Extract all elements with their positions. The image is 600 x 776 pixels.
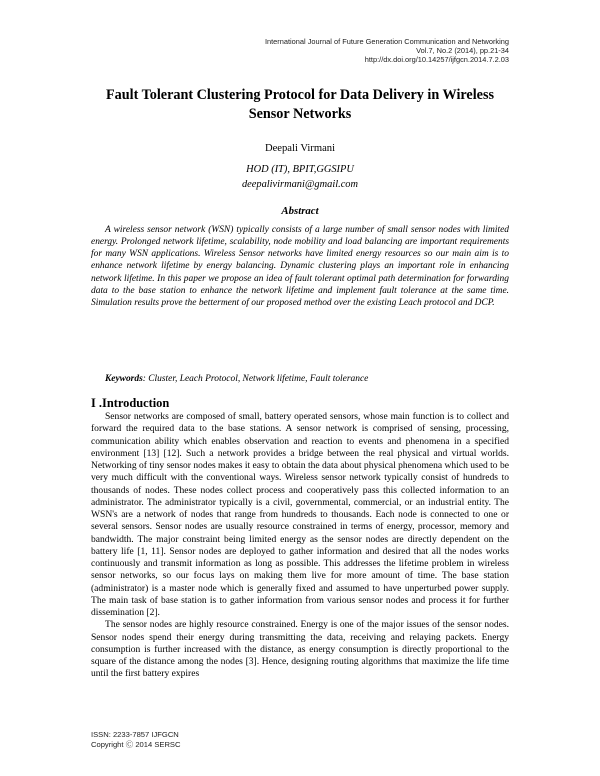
section-heading-introduction: I .Introduction <box>91 396 170 410</box>
footer-copyright: Copyright Ⓒ 2014 SERSC <box>91 739 181 749</box>
body-paragraph: Sensor networks are composed of small, battery operated sensors, whose main function is to collect and forward the required data to the base stations. A sensor network is comprised of sensing, processing, communication ability which enables observation and reaction to events and phenomena in a specified environment [13] [12]. Such a network provides a bridge between the real physical and virtual worlds. Networking of tiny sensor nodes makes it easy to obtain the data about physical phenomena which used to be very much difficult with the conventional ways. Wireless sensor network typically consist of hundreds to thousands of nodes. These nodes collect process and cooperatively pass this collected information to an administrator. The administrator typically is a civil, governmental, commercial, or an industrial entity. The WSN's are a network of nodes that range from hundreds to thousands. Each node is connected to one or several sensors. Sensor nodes are usually resource constrained in terms of energy, processor, memory and bandwidth. The major constraint being limited energy as the sensor nodes are directly dependent on the battery life [1, 11]. Sensor nodes are deployed to gather information and desired that all the nodes works continuously and transmit information as long as possible. This addresses the lifetime problem in wireless sensor networks, so our focus lays on making them live for more amount of time. The base station (administrator) is a master node which is generally fixed and assumed to have unperturbed power supply. The main task of base station is to gather information from various sensor nodes and process it for further dissemination [2]. <box>91 411 509 618</box>
keywords-label: Keywords <box>105 374 143 384</box>
author-affiliation: HOD (IT), BPIT,GGSIPU <box>246 164 354 175</box>
journal-volume: Vol.7, No.2 (2014), pp.21-34 <box>416 46 509 56</box>
footer-issn: ISSN: 2233-7857 IJFGCN <box>91 730 179 739</box>
journal-doi[interactable]: http://dx.doi.org/10.14257/ijfgcn.2014.7.2.03 <box>364 55 509 65</box>
paper-title: Fault Tolerant Clustering Protocol for Data Delivery in Wireless Sensor Networks <box>105 87 495 122</box>
keywords-line <box>105 374 505 384</box>
abstract-text: A wireless sensor network (WSN) typically consists of a large number of small sensor nodes with limited energy. Prolonged network lifetime, scalability, node mobility and load balancing are important requirements for many WSN applications. Wireless Sensor networks have limited energy resources so our main aim is to enhance network lifetime by energy balancing. Dynamic clustering plays an important role in enhancing network lifetime. In this paper we propose an idea of fault tolerant optimal path determination for forwarding data to the base station to enhance the network lifetime and implement fault tolerance at the same time. Simulation results prove the betterment of our proposed method over the existing Leach protocol and DCP. <box>91 225 509 308</box>
author-name: Deepali Virmani <box>264 143 336 154</box>
journal-name: International Journal of Future Generation Communication and Networking <box>264 37 509 46</box>
author-affiliation-block <box>0 162 600 192</box>
abstract-heading: Abstract <box>281 205 319 217</box>
author-email[interactable]: deepalivirmani@gmail.com <box>241 179 359 190</box>
introduction-body <box>91 411 509 681</box>
keywords-text: : Cluster, Leach Protocol, Network lifetime, Fault tolerance <box>142 374 369 384</box>
page-footer <box>91 730 180 749</box>
journal-header <box>265 37 509 65</box>
body-paragraph: The sensor nodes are highly resource constrained. Energy is one of the major issues of the sensor nodes. Sensor nodes spend their energy during transmitting the data, receiving and relaying packets. Energy consumption is further increased with the distance, as energy consumption is directly proportional to the square of the distance among the nodes [3]. Hence, designing routing algorithms that maximize the life time until the first battery expires <box>91 619 509 680</box>
